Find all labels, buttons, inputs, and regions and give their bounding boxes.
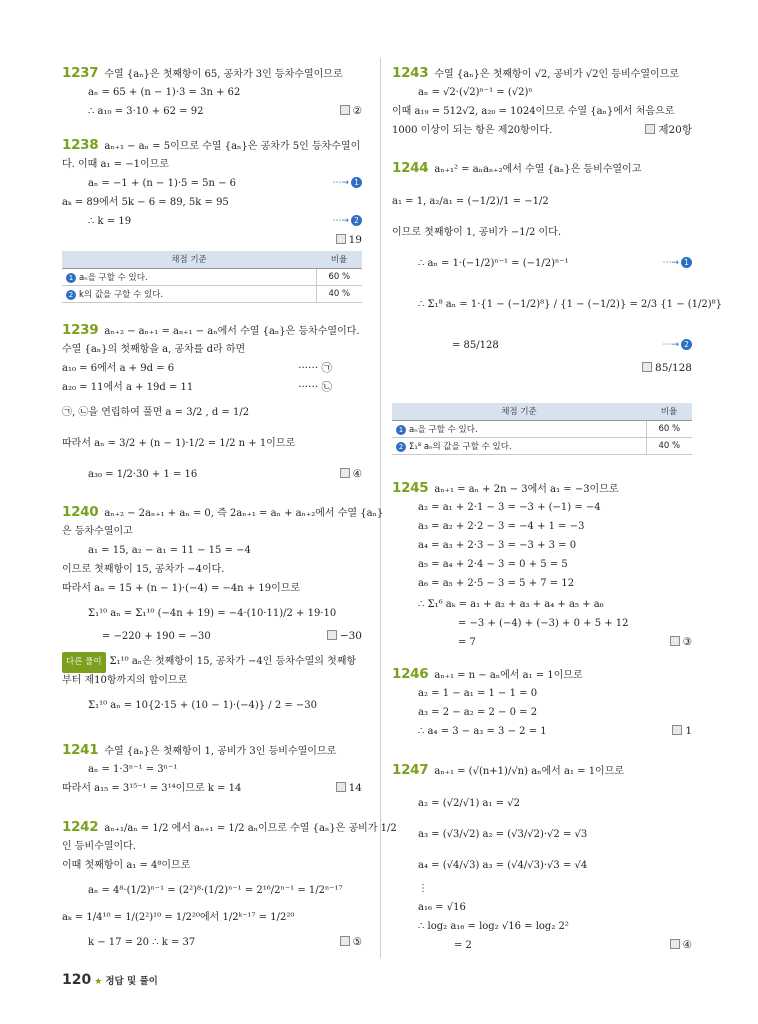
solution-line: a₂₀ = 11에서 a + 19d = 11 [62,382,194,393]
solution-line: 다. 이때 a₁ = −1이므로 [62,159,169,170]
solution-line: a₁ = 15, a₂ − a₁ = 11 − 15 = −4 [88,545,251,556]
problem-1245 [392,478,692,652]
problem-1240 [62,502,384,715]
answer [670,633,692,652]
solution-line: ⋮ [418,883,428,894]
solution-line: a₁₀ = 6에서 a + 9d = 6 [62,363,175,374]
solution-line: = −220 + 190 = −30 [102,631,211,642]
table-row [62,268,362,285]
solution-line: aₙ = −1 + (n − 1)·5 = 5n − 6 [88,178,237,189]
solution-line: = 2 [454,940,472,951]
solution-line: 1000 이상이 되는 항은 제20항이다. [392,125,553,136]
answer-icon [645,124,655,134]
solution-line: = 85/128 [452,340,499,351]
problem-1247 [392,760,692,955]
step-mark-2-icon: 2 [396,442,406,452]
step-mark-1-icon: 1 [351,177,362,188]
step-mark: ⋯→ 2 [662,336,692,355]
solution-line: aₖ = 1/4¹⁰ = 1/(2²)¹⁰ = 1/2²⁰에서 1/2ᵏ⁻¹⁷ = 1/2²⁰ [62,912,295,923]
answer-value: 제20항 [658,124,692,136]
answer [670,936,692,955]
step-mark: ⋯→ 1 [662,254,692,273]
problem-statement: aₙ₊₁ − aₙ = 5이므로 수열 {aₙ}은 공차가 5인 등차수열이 [104,141,361,152]
problem-number: 1244 [392,160,429,176]
footer-title: 정답 및 풀이 [105,976,158,987]
step-mark-2-icon: 2 [66,290,76,300]
page-footer [62,972,158,988]
problem-1243 [392,63,692,140]
answer-icon [336,782,346,792]
solution-line: Σ₁¹⁰ aₙ = 10{2·15 + (10 − 1)·(−4)} / 2 = −30 [88,700,318,711]
solution-line: Σ₁¹⁰ aₙ = Σ₁¹⁰ (−4n + 19) = −4·(10·11)/2 + 19·10 [88,608,337,619]
solution-line: a₂ = 1 − a₁ = 1 − 1 = 0 [418,688,538,699]
answer-icon [336,234,346,244]
answer-value: ④ [682,939,692,951]
solution-line: a₃ = 2 − a₂ = 2 − 0 = 2 [418,707,538,718]
answer [327,627,362,646]
answer-icon [340,105,350,115]
answer-value: 1 [685,725,692,737]
problem-statement: aₙ₊₁² = aₙaₙ₊₂에서 수열 {aₙ}은 등비수열이고 [434,164,642,175]
problem-statement: 수열 {aₙ}은 첫째항이 65, 공차가 3인 등차수열이므로 [104,69,343,80]
solution-line: a₄ = a₃ + 2·3 − 3 = −3 + 3 = 0 [418,540,577,551]
criteria-text: aₙ을 구할 수 있다. [79,272,148,283]
left-column [62,0,397,1024]
page-number: 120 [62,972,92,988]
solution-line: ∴ a₄ = 3 − a₃ = 3 − 2 = 1 [418,726,547,737]
answer-value: ④ [352,468,362,480]
solution-line: 따라서 a₁₅ = 3¹⁵⁻¹ = 3¹⁴이므로 k = 14 [62,783,242,794]
problem-statement: 수열 {aₙ}은 첫째항이 1, 공비가 3인 등비수열이므로 [104,746,337,757]
problem-number: 1238 [62,137,99,153]
solution-line: 이때 a₁₉ = 512√2, a₂₀ = 1024이므로 수열 {aₙ}에서 처음으로 [392,106,675,117]
problem-1239 [62,320,362,484]
star-icon: ★ [94,977,103,987]
solution-line: aₙ = √2·(√2)ⁿ⁻¹ = (√2)ⁿ [418,87,533,98]
answer-icon [327,630,337,640]
problem-1244 [392,158,723,378]
answer-icon [642,362,652,372]
solution-line: aₙ = 65 + (n − 1)·3 = 3n + 62 [88,87,241,98]
answer [340,102,362,121]
scoring-criteria-table [62,251,362,303]
answer-icon [670,636,680,646]
solution-line: a₅ = a₄ + 2·4 − 3 = 0 + 5 = 5 [418,559,568,570]
answer [336,779,362,798]
answer-value: 85/128 [655,362,692,374]
problem-statement: 수열 {aₙ}은 첫째항이 √2, 공비가 √2인 등비수열이므로 [434,69,679,80]
solution-line: a₃ = a₂ + 2·2 − 3 = −4 + 1 = −3 [418,521,585,532]
criteria-text: k의 값을 구할 수 있다. [79,289,164,300]
step-mark-1-icon: 1 [396,425,406,435]
table-row [62,285,362,302]
table-row [392,420,692,437]
problem-statement: aₙ₊₂ − aₙ₊₁ = aₙ₊₁ − aₙ에서 수열 {aₙ}은 등차수열이다. [104,326,360,337]
table-header: 비율 [646,403,692,420]
solution-line: aₙ = 4⁸·(1/2)ⁿ⁻¹ = (2²)⁸·(1/2)ⁿ⁻¹ = 2¹⁶/2ⁿ⁻¹ = 1/2ⁿ⁻¹⁷ [88,885,343,896]
solution-line: a₄ = (√4/√3) a₃ = (√4/√3)·√3 = √4 [418,860,588,871]
criteria-percent: 60 % [646,420,692,437]
problem-number: 1245 [392,480,429,496]
solution-line: ∴ a₁₀ = 3·10 + 62 = 92 [88,106,204,117]
solution-line: a₃₀ = 1/2·30 + 1 = 16 [88,469,198,480]
problem-1237 [62,63,362,121]
solution-line: a₂ = a₁ + 2·1 − 3 = −3 + (−1) = −4 [418,502,601,513]
answer [642,359,692,378]
table-row [392,437,692,454]
solution-line: k − 17 = 20 ∴ k = 37 [88,937,196,948]
problem-1246 [392,664,692,741]
step-mark: ⋯→ 1 [332,174,362,193]
problem-1238 [62,135,362,250]
problem-number: 1241 [62,742,99,758]
solution-line: 따라서 aₙ = 3/2 + (n − 1)·1/2 = 1/2 n + 1이므로 [62,438,296,449]
answer-icon [340,936,350,946]
answer-value: 14 [348,782,362,794]
problem-statement: aₙ₊₁ = aₙ + 2n − 3에서 a₁ = −3이므로 [434,484,619,495]
solution-line: 인 등비수열이다. [62,841,136,852]
solution-line: 이때 첫째항이 a₁ = 4⁸이므로 [62,860,191,871]
solution-line: Σ₁¹⁰ aₙ은 첫째항이 15, 공차가 −4인 등차수열의 첫째항 [109,656,357,667]
solution-line: 은 등차수열이고 [62,526,133,537]
answer [340,933,362,952]
answer [340,465,362,484]
equation-tag: ······ ㉡ [298,381,332,393]
solution-line: 수열 {aₙ}의 첫째항을 a, 공차를 d라 하면 [62,344,246,355]
answer [645,121,692,140]
answer-value: −30 [339,630,362,642]
solution-line: ∴ Σ₁⁸ aₙ = 1·{1 − (−1/2)⁸} / {1 − (−1/2)} = 2/3 {1 − (1/2)⁸} [418,299,723,310]
solution-line: a₃ = (√3/√2) a₂ = (√3/√2)·√2 = √3 [418,829,588,840]
answer [336,231,362,250]
solution-line: ∴ aₙ = 1·(−1/2)ⁿ⁻¹ = (−1/2)ⁿ⁻¹ [418,258,569,269]
scoring-criteria-table [392,403,692,455]
solution-line: 따라서 aₙ = 15 + (n − 1)·(−4) = −4n + 19이므로 [62,583,301,594]
problem-number: 1246 [392,666,429,682]
criteria-percent: 40 % [646,437,692,454]
problem-statement: aₙ₊₂ − 2aₙ₊₁ + aₙ = 0, 즉 2aₙ₊₁ = aₙ + aₙ₊₂에서 수열 {aₙ} [104,508,384,519]
solution-line: ∴ log₂ a₁₆ = log₂ √16 = log₂ 2² [418,921,569,932]
problem-number: 1242 [62,819,99,835]
problem-number: 1237 [62,65,99,81]
problem-statement: aₙ₊₁/aₙ = 1/2 에서 aₙ₊₁ = 1/2 aₙ이므로 수열 {aₙ}은 공비가 1/2 [104,823,397,834]
problem-1241 [62,740,362,798]
problem-number: 1247 [392,762,429,778]
step-mark-1-icon: 1 [66,273,76,283]
solution-line: 이므로 첫째항이 15, 공차가 −4이다. [62,564,225,575]
answer [672,722,692,741]
right-column [392,0,723,1024]
problem-statement: aₙ₊₁ = n − aₙ에서 a₁ = 1이므로 [434,670,583,681]
solution-line: a₂ = (√2/√1) a₁ = √2 [418,798,520,809]
step-mark-2-icon: 2 [681,339,692,350]
alt-solution-badge: 다른 풀이 [62,652,106,673]
answer-value: ② [352,105,362,117]
solution-line: ㉠, ㉡을 연립하여 풀면 a = 3/2 , d = 1/2 [62,407,250,418]
criteria-text: Σ₁⁸ aₙ의 값을 구할 수 있다. [409,441,512,452]
solution-line: ∴ Σ₁⁶ aₖ = a₁ + a₂ + a₃ + a₄ + a₅ + a₆ [418,599,604,610]
problem-number: 1240 [62,504,99,520]
solution-line: aₙ = 1·3ⁿ⁻¹ = 3ⁿ⁻¹ [88,764,178,775]
solution-line: ∴ k = 19 [88,216,132,227]
solution-line: a₆ = a₅ + 2·5 − 3 = 5 + 7 = 12 [418,578,575,589]
answer-value: 19 [348,234,362,246]
step-mark: ⋯→ 2 [332,212,362,231]
answer-value: ③ [682,636,692,648]
solution-line: = −3 + (−4) + (−3) + 0 + 5 + 12 [458,618,629,629]
problem-number: 1243 [392,65,429,81]
solution-line: a₁ = 1, a₂/a₁ = (−1/2)/1 = −1/2 [392,196,549,207]
step-mark-1-icon: 1 [681,257,692,268]
solution-line: 부터 제10항까지의 합이므로 [62,675,188,686]
answer-icon [672,725,682,735]
criteria-percent: 40 % [316,285,362,302]
solution-line: aₖ = 89에서 5k − 6 = 89, 5k = 95 [62,197,229,208]
problem-statement: aₙ₊₁ = (√(n+1)/√n) aₙ에서 a₁ = 1이므로 [434,766,625,777]
problem-1242 [62,817,397,952]
table-header: 비율 [316,251,362,268]
solution-line: a₁₆ = √16 [418,902,466,913]
table-header: 채점 기준 [62,251,316,268]
solution-line: 이므로 첫째항이 1, 공비가 −1/2 이다. [392,227,562,238]
step-mark-2-icon: 2 [351,215,362,226]
equation-tag: ······ ㉠ [298,362,332,374]
table-header: 채점 기준 [392,403,646,420]
solution-line: = 7 [458,637,476,648]
answer-icon [340,468,350,478]
criteria-percent: 60 % [316,268,362,285]
problem-number: 1239 [62,322,99,338]
criteria-text: aₙ을 구할 수 있다. [409,424,478,435]
answer-icon [670,939,680,949]
answer-value: ⑤ [352,936,362,948]
